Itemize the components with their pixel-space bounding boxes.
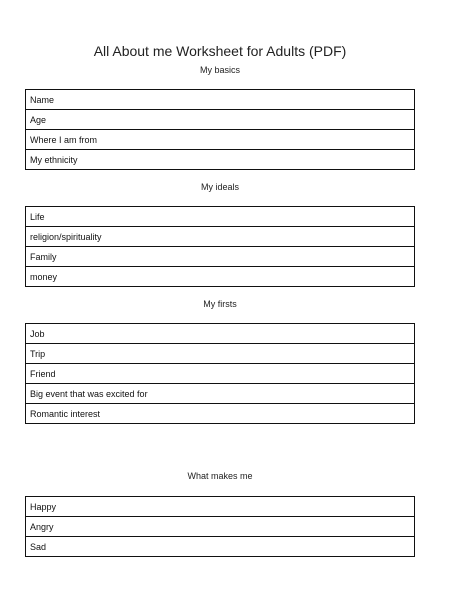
section-table-my-firsts bbox=[25, 323, 415, 424]
field-row-family[interactable]: Family bbox=[26, 247, 415, 267]
page-title: All About me Worksheet for Adults (PDF) bbox=[93, 43, 347, 59]
field-row-name[interactable]: Name bbox=[26, 90, 415, 110]
table-row bbox=[26, 90, 415, 110]
table-row bbox=[26, 150, 415, 170]
table-row bbox=[26, 247, 415, 267]
section-table-my-ideals bbox=[25, 206, 415, 287]
table-row bbox=[26, 344, 415, 364]
field-row-happy[interactable]: Happy bbox=[26, 497, 415, 517]
section-table-my-basics bbox=[25, 89, 415, 170]
field-row-angry[interactable]: Angry bbox=[26, 517, 415, 537]
table-row bbox=[26, 267, 415, 287]
field-row-where-i-am-from[interactable]: Where I am from bbox=[26, 130, 415, 150]
field-row-job[interactable]: Job bbox=[26, 324, 415, 344]
table-row bbox=[26, 517, 415, 537]
field-row-big-event[interactable]: Big event that was excited for bbox=[26, 384, 415, 404]
table-row bbox=[26, 364, 415, 384]
section-heading-my-ideals: My ideals bbox=[200, 182, 239, 192]
field-row-religion-spirituality[interactable]: religion/spirituality bbox=[26, 227, 415, 247]
table-row bbox=[26, 227, 415, 247]
table-row bbox=[26, 404, 415, 424]
field-row-trip[interactable]: Trip bbox=[26, 344, 415, 364]
section-heading-my-basics: My basics bbox=[199, 65, 240, 75]
table-row bbox=[26, 384, 415, 404]
table-row bbox=[26, 497, 415, 517]
field-row-money[interactable]: money bbox=[26, 267, 415, 287]
field-row-romantic-interest[interactable]: Romantic interest bbox=[26, 404, 415, 424]
field-row-my-ethnicity[interactable]: My ethnicity bbox=[26, 150, 415, 170]
section-table-what-makes-me bbox=[25, 496, 415, 557]
table-row bbox=[26, 324, 415, 344]
section-heading-my-firsts: My firsts bbox=[203, 299, 237, 309]
field-row-age[interactable]: Age bbox=[26, 110, 415, 130]
section-heading-what-makes-me: What makes me bbox=[187, 471, 253, 481]
field-row-life[interactable]: Life bbox=[26, 207, 415, 227]
table-row bbox=[26, 537, 415, 557]
field-row-sad[interactable]: Sad bbox=[26, 537, 415, 557]
table-row bbox=[26, 207, 415, 227]
table-row bbox=[26, 110, 415, 130]
field-row-friend[interactable]: Friend bbox=[26, 364, 415, 384]
table-row bbox=[26, 130, 415, 150]
